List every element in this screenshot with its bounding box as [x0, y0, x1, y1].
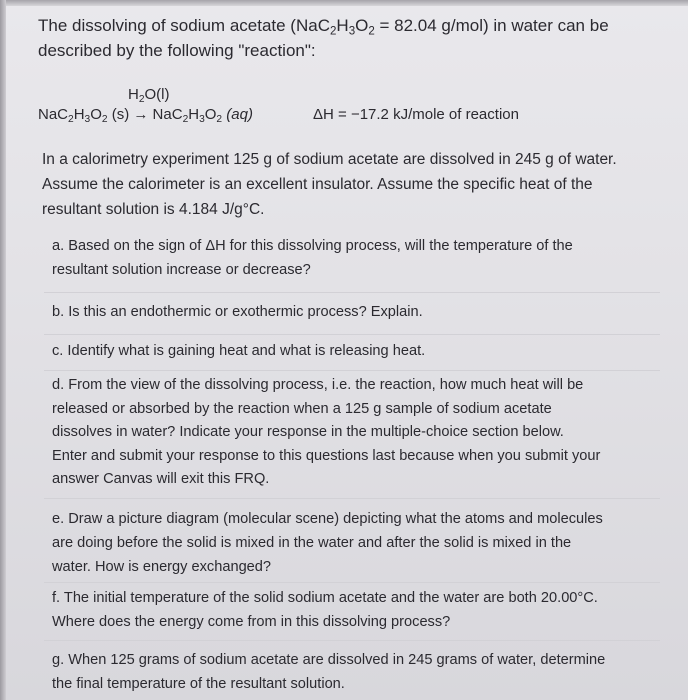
question-c: c. Identify what is gaining heat and what is releasing heat. [52, 343, 426, 359]
question-f: f. The initial temperature of the solid sodium acetate and the water are both 20.00°C. Where does the energy come from in this dissolving process? [52, 590, 598, 630]
divider [44, 582, 660, 583]
question-a: a. Based on the sign of ΔH for this dissolving process, will the temperature of the resultant solution increase or decrease? [52, 238, 573, 278]
setup-line: Assume the calorimeter is an excellent insulator. Assume the specific heat of the [42, 176, 593, 193]
question-d: d. From the view of the dissolving process, i.e. the reaction, how much heat will be released or absorbed by the reaction when a 125 g sample of sodium acetate dissolves in water? Indicate your response in the multiple-choice section below. Enter and submit your response to this questions last because when you submit your answer Canvas will exit this FRQ. [52, 377, 601, 487]
setup-line: In a calorimetry experiment 125 g of sodium acetate are dissolved in 245 g of water. [42, 151, 617, 168]
intro-line-2: described by the following "reaction": [38, 41, 316, 60]
enthalpy-value: ΔH = −17.2 kJ/mole of reaction [313, 106, 519, 123]
question-e: e. Draw a picture diagram (molecular scene) depicting what the atoms and molecules are doing before the solid is mixed in the water and after the solid is mixed in the water. How is energy exchanged? [52, 511, 603, 575]
intro-text [38, 13, 609, 63]
divider [44, 334, 660, 335]
divider [44, 292, 660, 293]
divider [44, 640, 660, 641]
divider [44, 370, 660, 371]
intro-line-1: The dissolving of sodium acetate ($NaC_2H_3O_2 = 82.04$ g/mol) in water can be [38, 16, 609, 38]
setup-line: resultant solution is 4.184 J/g°C. [42, 201, 265, 218]
question-b: b. Is this an endothermic or exothermic process? Explain. [52, 304, 423, 320]
question-g: g. When 125 grams of sodium acetate are dissolved in 245 grams of water, determine the final temperature of the resultant solution. [52, 652, 606, 692]
page-edge-top [0, 0, 688, 6]
experiment-setup [42, 147, 617, 222]
divider [44, 498, 660, 499]
equation-solvent-label: $H_2O(l)$ [128, 86, 170, 106]
page-edge-left [0, 0, 6, 700]
chemical-equation: $NaC_2H_3O_2$ $(s) \to NaC_2H_3O_2$ (aq) [38, 106, 253, 126]
